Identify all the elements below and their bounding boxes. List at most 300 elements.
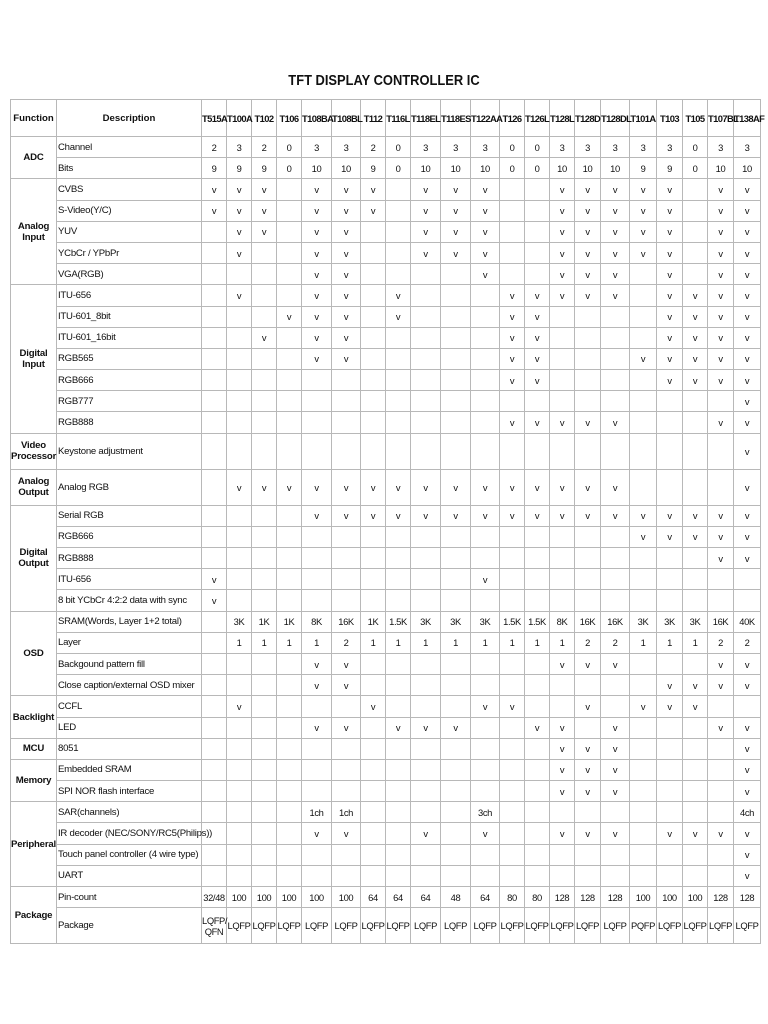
value-cell: LQFP [252, 908, 277, 944]
value-cell [471, 717, 500, 738]
value-cell [500, 717, 525, 738]
value-cell [525, 526, 550, 547]
value-cell [202, 412, 227, 433]
value-cell: v [302, 285, 332, 306]
value-cell [202, 844, 227, 865]
value-cell [202, 221, 227, 242]
value-cell: v [202, 200, 227, 221]
value-cell [525, 802, 550, 823]
value-cell [252, 569, 277, 590]
product-header: T118ES [441, 100, 471, 137]
value-cell: v [601, 505, 630, 526]
product-header: T116L [386, 100, 411, 137]
value-cell: 128 [734, 887, 761, 908]
value-cell [630, 569, 657, 590]
value-cell: v [227, 221, 252, 242]
value-cell [630, 653, 657, 674]
value-cell: 3ch [471, 802, 500, 823]
value-cell: 1 [277, 632, 302, 653]
product-header: T126L [525, 100, 550, 137]
value-cell: v [683, 823, 708, 844]
value-cell: v [332, 200, 361, 221]
value-cell [708, 781, 734, 802]
value-cell [227, 370, 252, 391]
value-cell [277, 865, 302, 886]
value-cell [683, 433, 708, 469]
value-cell [227, 391, 252, 412]
value-cell [471, 653, 500, 674]
value-cell [525, 696, 550, 717]
value-cell [277, 285, 302, 306]
value-cell: v [575, 653, 601, 674]
value-cell: v [361, 505, 386, 526]
value-cell [500, 433, 525, 469]
value-cell: v [575, 738, 601, 759]
value-cell: v [550, 221, 575, 242]
product-header: T106 [277, 100, 302, 137]
value-cell: v [252, 221, 277, 242]
value-cell [277, 242, 302, 263]
value-cell: v [708, 264, 734, 285]
value-cell [411, 370, 441, 391]
value-cell: v [657, 696, 683, 717]
value-cell: 100 [302, 887, 332, 908]
value-cell [202, 548, 227, 569]
product-header: T108BA [302, 100, 332, 137]
value-cell [361, 306, 386, 327]
value-cell: v [525, 306, 550, 327]
value-cell [500, 264, 525, 285]
value-cell: v [734, 391, 761, 412]
description-cell: SAR(channels) [57, 802, 202, 823]
value-cell [252, 391, 277, 412]
value-cell: 64 [471, 887, 500, 908]
value-cell: v [734, 306, 761, 327]
value-cell: v [411, 717, 441, 738]
value-cell [683, 738, 708, 759]
value-cell: v [332, 653, 361, 674]
value-cell [227, 412, 252, 433]
value-cell [386, 696, 411, 717]
value-cell: v [471, 469, 500, 505]
value-cell: 2 [202, 137, 227, 158]
value-cell [575, 717, 601, 738]
value-cell: v [500, 306, 525, 327]
value-cell: v [202, 179, 227, 200]
value-cell [575, 348, 601, 369]
value-cell: LQFP [277, 908, 302, 944]
value-cell [386, 327, 411, 348]
value-cell: v [252, 327, 277, 348]
value-cell [277, 433, 302, 469]
value-cell: 3 [441, 137, 471, 158]
value-cell [657, 590, 683, 611]
value-cell [500, 391, 525, 412]
value-cell: 9 [227, 158, 252, 179]
value-cell: 1 [411, 632, 441, 653]
value-cell: v [471, 221, 500, 242]
value-cell [202, 505, 227, 526]
value-cell: v [575, 696, 601, 717]
value-cell: v [227, 696, 252, 717]
value-cell: v [411, 505, 441, 526]
table-row [11, 569, 761, 590]
value-cell: v [332, 717, 361, 738]
value-cell: 3 [657, 137, 683, 158]
value-cell: v [734, 370, 761, 391]
value-cell: 1K [361, 611, 386, 632]
value-cell: 9 [202, 158, 227, 179]
value-cell: v [302, 200, 332, 221]
value-cell: v [734, 505, 761, 526]
value-cell [277, 781, 302, 802]
value-cell [202, 526, 227, 547]
value-cell [657, 433, 683, 469]
value-cell [575, 526, 601, 547]
value-cell [550, 696, 575, 717]
value-cell [386, 412, 411, 433]
value-cell [441, 370, 471, 391]
value-cell: v [302, 221, 332, 242]
value-cell [202, 306, 227, 327]
value-cell [361, 590, 386, 611]
value-cell [202, 865, 227, 886]
value-cell [708, 391, 734, 412]
value-cell [500, 865, 525, 886]
value-cell: v [575, 221, 601, 242]
value-cell: v [683, 348, 708, 369]
value-cell [361, 264, 386, 285]
table-row [11, 717, 761, 738]
value-cell: v [601, 717, 630, 738]
value-cell: v [550, 285, 575, 306]
value-cell: v [734, 221, 761, 242]
value-cell: 1.5K [386, 611, 411, 632]
value-cell: v [734, 738, 761, 759]
value-cell [411, 802, 441, 823]
value-cell [471, 844, 500, 865]
value-cell [361, 526, 386, 547]
value-cell [630, 391, 657, 412]
value-cell [550, 802, 575, 823]
value-cell: v [471, 505, 500, 526]
value-cell: 1 [386, 632, 411, 653]
value-cell [575, 865, 601, 886]
description-cell: Keystone adjustment [57, 433, 202, 469]
value-cell [411, 264, 441, 285]
value-cell [227, 569, 252, 590]
value-cell: v [550, 179, 575, 200]
description-cell: UART [57, 865, 202, 886]
value-cell: v [525, 327, 550, 348]
value-cell: 3K [441, 611, 471, 632]
value-cell [252, 590, 277, 611]
value-cell: 48 [441, 887, 471, 908]
value-cell [361, 802, 386, 823]
description-cell: Bits [57, 158, 202, 179]
value-cell [525, 179, 550, 200]
value-cell [227, 306, 252, 327]
value-cell [361, 675, 386, 696]
value-cell: v [657, 327, 683, 348]
value-cell: v [683, 285, 708, 306]
table-row [11, 200, 761, 221]
value-cell [601, 433, 630, 469]
value-cell: 3 [630, 137, 657, 158]
value-cell [202, 391, 227, 412]
value-cell [441, 675, 471, 696]
table-row [11, 327, 761, 348]
value-cell [500, 569, 525, 590]
value-cell [252, 717, 277, 738]
value-cell: v [411, 242, 441, 263]
table-row [11, 802, 761, 823]
value-cell: v [332, 306, 361, 327]
value-cell: v [657, 348, 683, 369]
value-cell [550, 433, 575, 469]
value-cell [277, 738, 302, 759]
value-cell [500, 590, 525, 611]
value-cell: 1 [630, 632, 657, 653]
value-cell [202, 433, 227, 469]
value-cell: v [657, 179, 683, 200]
value-cell: v [708, 242, 734, 263]
value-cell [277, 844, 302, 865]
value-cell [386, 548, 411, 569]
product-header: T107BL [708, 100, 734, 137]
value-cell [227, 348, 252, 369]
value-cell: 8K [302, 611, 332, 632]
value-cell [411, 865, 441, 886]
value-cell: v [601, 285, 630, 306]
value-cell [227, 675, 252, 696]
value-cell: v [361, 696, 386, 717]
value-cell: 9 [252, 158, 277, 179]
value-cell: v [227, 179, 252, 200]
value-cell [601, 802, 630, 823]
value-cell: v [734, 717, 761, 738]
description-cell: Touch panel controller (4 wire type) [57, 844, 202, 865]
table-row [11, 865, 761, 886]
product-header: T128DL [601, 100, 630, 137]
value-cell: 2 [708, 632, 734, 653]
value-cell: v [471, 264, 500, 285]
value-cell: 3 [601, 137, 630, 158]
value-cell [386, 653, 411, 674]
table-row [11, 348, 761, 369]
value-cell [441, 865, 471, 886]
description-cell: ITU-656 [57, 569, 202, 590]
value-cell [601, 306, 630, 327]
product-header: T128D [575, 100, 601, 137]
value-cell [386, 264, 411, 285]
value-cell [227, 759, 252, 780]
value-cell: v [683, 526, 708, 547]
value-cell [734, 590, 761, 611]
value-cell: 1K [277, 611, 302, 632]
function-cell: Package [11, 887, 57, 944]
value-cell [227, 717, 252, 738]
value-cell: v [441, 505, 471, 526]
value-cell: 128 [550, 887, 575, 908]
value-cell: 2 [361, 137, 386, 158]
value-cell: 16K [332, 611, 361, 632]
value-cell [332, 844, 361, 865]
value-cell: v [734, 285, 761, 306]
value-cell [471, 370, 500, 391]
description-cell: Layer [57, 632, 202, 653]
value-cell: 9 [361, 158, 386, 179]
value-cell [683, 548, 708, 569]
value-cell: LQFP/ QFN [202, 908, 227, 944]
value-cell: v [734, 526, 761, 547]
value-cell: v [500, 469, 525, 505]
value-cell [441, 548, 471, 569]
value-cell: 2 [734, 632, 761, 653]
value-cell: 10 [302, 158, 332, 179]
value-cell [630, 264, 657, 285]
value-cell [277, 590, 302, 611]
value-cell: v [601, 412, 630, 433]
value-cell [386, 200, 411, 221]
value-cell: v [630, 179, 657, 200]
value-cell: 100 [227, 887, 252, 908]
value-cell: 128 [601, 887, 630, 908]
value-cell: v [734, 823, 761, 844]
value-cell [471, 738, 500, 759]
value-cell: v [302, 327, 332, 348]
value-cell: v [657, 200, 683, 221]
value-cell: v [734, 653, 761, 674]
value-cell [601, 391, 630, 412]
value-cell: v [550, 505, 575, 526]
description-cell: SPI NOR flash interface [57, 781, 202, 802]
value-cell: 10 [441, 158, 471, 179]
value-cell: v [630, 696, 657, 717]
value-cell [471, 781, 500, 802]
table-row [11, 781, 761, 802]
function-cell: Memory [11, 759, 57, 801]
value-cell: 1 [683, 632, 708, 653]
value-cell: v [575, 412, 601, 433]
value-cell [601, 548, 630, 569]
value-cell: v [601, 242, 630, 263]
value-cell: v [601, 653, 630, 674]
value-cell [630, 717, 657, 738]
value-cell: LQFP [601, 908, 630, 944]
value-cell [683, 569, 708, 590]
value-cell [471, 548, 500, 569]
description-cell: 8051 [57, 738, 202, 759]
value-cell [277, 526, 302, 547]
description-cell: Close caption/external OSD mixer [57, 675, 202, 696]
value-cell [471, 433, 500, 469]
value-cell: 10 [411, 158, 441, 179]
value-cell [734, 696, 761, 717]
value-cell [500, 548, 525, 569]
product-header: T118EL [411, 100, 441, 137]
value-cell: v [657, 823, 683, 844]
value-cell [683, 179, 708, 200]
value-cell [471, 526, 500, 547]
value-cell [441, 526, 471, 547]
value-cell: v [550, 823, 575, 844]
value-cell [601, 844, 630, 865]
value-cell [386, 526, 411, 547]
value-cell: v [630, 505, 657, 526]
value-cell [277, 717, 302, 738]
value-cell [630, 844, 657, 865]
value-cell: 1.5K [500, 611, 525, 632]
description-cell: S-Video(Y/C) [57, 200, 202, 221]
value-cell: 3K [411, 611, 441, 632]
value-cell [411, 844, 441, 865]
value-cell: 10 [332, 158, 361, 179]
value-cell [386, 865, 411, 886]
value-cell: 100 [657, 887, 683, 908]
value-cell: 10 [550, 158, 575, 179]
value-cell [252, 675, 277, 696]
value-cell: 3K [471, 611, 500, 632]
value-cell [227, 526, 252, 547]
value-cell: v [525, 285, 550, 306]
value-cell: LQFP [386, 908, 411, 944]
value-cell [386, 569, 411, 590]
value-cell: v [734, 348, 761, 369]
value-cell: v [471, 823, 500, 844]
value-cell [630, 865, 657, 886]
value-cell [361, 548, 386, 569]
value-cell: 2 [575, 632, 601, 653]
value-cell [252, 264, 277, 285]
value-cell [657, 548, 683, 569]
value-cell [657, 802, 683, 823]
value-cell [386, 391, 411, 412]
value-cell [202, 611, 227, 632]
value-cell [252, 306, 277, 327]
value-cell: v [657, 526, 683, 547]
value-cell: LQFP [361, 908, 386, 944]
value-cell [411, 285, 441, 306]
value-cell [441, 391, 471, 412]
value-cell [411, 548, 441, 569]
value-cell: 3 [227, 137, 252, 158]
value-cell: v [657, 221, 683, 242]
table-row [11, 653, 761, 674]
value-cell [500, 675, 525, 696]
value-cell [471, 391, 500, 412]
value-cell [441, 327, 471, 348]
value-cell [683, 781, 708, 802]
value-cell [277, 370, 302, 391]
description-cell: ITU-601_8bit [57, 306, 202, 327]
description-cell: Embedded SRAM [57, 759, 202, 780]
value-cell [441, 802, 471, 823]
value-cell [252, 823, 277, 844]
table-row [11, 548, 761, 569]
value-cell [734, 569, 761, 590]
value-cell [500, 179, 525, 200]
value-cell [525, 781, 550, 802]
value-cell [252, 242, 277, 263]
value-cell [302, 391, 332, 412]
value-cell: LQFP [471, 908, 500, 944]
value-cell [601, 675, 630, 696]
value-cell [252, 738, 277, 759]
value-cell: LQFP [332, 908, 361, 944]
value-cell [471, 759, 500, 780]
value-cell [601, 590, 630, 611]
